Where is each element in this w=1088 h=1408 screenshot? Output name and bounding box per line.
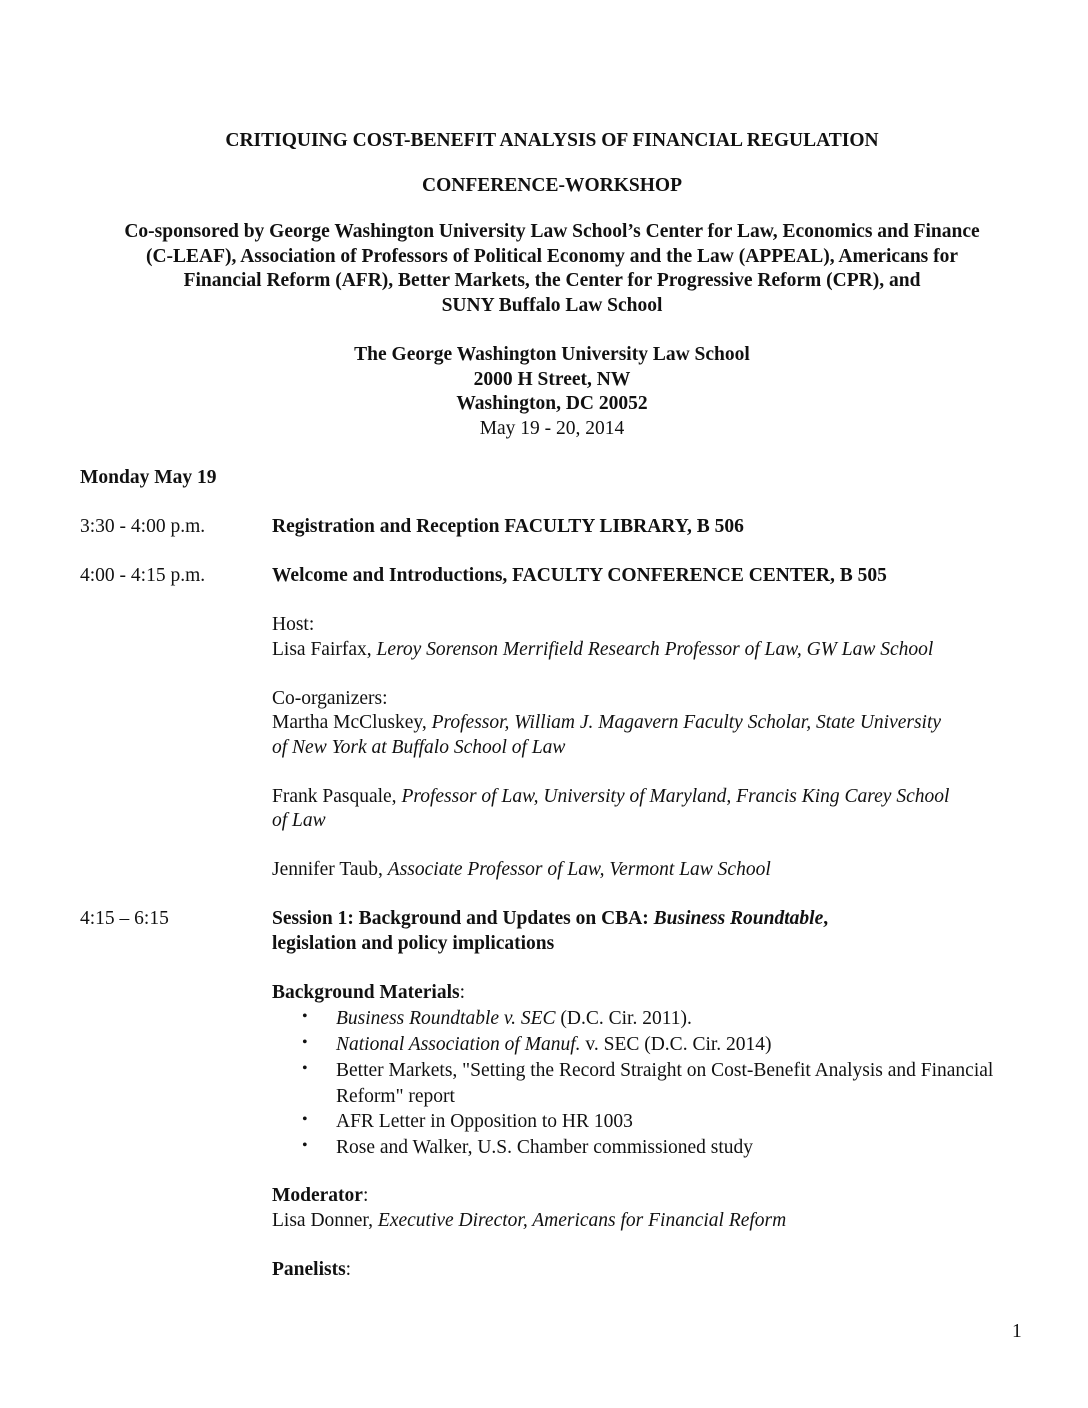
venue-line: The George Washington University Law School <box>354 344 750 365</box>
person-role: Associate Professor of Law, Vermont Law School <box>387 859 771 880</box>
time-slot: 3:30 - 4:00 p.m. <box>80 516 206 537</box>
sponsors-line: Financial Reform (AFR), Better Markets, the Center for Progressive Reform (CPR), and <box>183 270 921 291</box>
person-name: Jennifer Taub, <box>272 859 388 880</box>
person-role-continued: of Law <box>272 810 326 831</box>
session-title: Welcome and Introductions, FACULTY CONFERENCE CENTER, B 505 <box>272 565 887 586</box>
bullet-icon: • <box>302 1111 308 1128</box>
list-item <box>336 1135 1026 1161</box>
page-number: 1 <box>1012 1321 1022 1342</box>
list-item-text: (D.C. Cir. 2011). <box>555 1008 692 1029</box>
person-name: Lisa Donner, <box>272 1209 378 1231</box>
person-role: Professor of Law, University of Maryland, Francis King Carey School <box>401 785 950 807</box>
venue-line: 2000 H Street, NW <box>473 368 631 390</box>
document-title: CRITIQUING COST-BENEFIT ANALYSIS OF FINANCIAL REGULATION <box>225 130 879 151</box>
moderator-label: Moderator <box>272 1185 363 1206</box>
bullet-icon: • <box>302 1060 308 1077</box>
session-title: Registration and Reception FACULTY LIBRARY, B 506 <box>272 516 744 537</box>
person-role: Professor, William J. Magavern Faculty Scholar, State University <box>431 712 942 733</box>
session-title <box>272 907 828 932</box>
sponsors-line: SUNY Buffalo Law School <box>441 294 663 316</box>
host-entry <box>272 638 933 663</box>
day-heading: Monday May 19 <box>80 467 217 488</box>
list-item-text: Better Markets, "Setting the Record Straight on Cost-Benefit Analysis and Financial Reform" report <box>336 1060 994 1107</box>
person-role: Leroy Sorenson Merrifield Research Professor of Law, GW Law School <box>376 638 934 660</box>
bullet-icon: • <box>302 1008 308 1025</box>
coorganizers-label: Co-organizers: <box>272 687 388 709</box>
session-title-punct: , <box>823 908 829 929</box>
time-slot: 4:15 – 6:15 <box>80 908 169 929</box>
conference-dates: May 19 - 20, 2014 <box>479 417 625 439</box>
person-role-continued: of New York at Buffalo School of Law <box>272 736 566 758</box>
list-item-text: Rose and Walker, U.S. Chamber commissioned study <box>336 1137 754 1158</box>
moderator-colon: : <box>362 1185 369 1206</box>
list-item <box>336 1109 1026 1135</box>
person-name: Frank Pasquale, <box>272 785 402 807</box>
list-item <box>336 1058 1026 1110</box>
session-title-text: Session 1: Background and Updates on CBA: <box>272 908 654 929</box>
list-item-italic: National Association of Manuf. <box>336 1034 581 1055</box>
list-item-italic: Business Roundtable v. SEC <box>336 1008 556 1029</box>
moderator-entry <box>272 1209 786 1234</box>
list-item-text: AFR Letter in Opposition to HR 1003 <box>336 1111 633 1132</box>
person-name: Martha McCluskey, <box>272 712 432 733</box>
panelists-colon: : <box>345 1258 352 1280</box>
list-item <box>336 1006 1026 1032</box>
time-slot: 4:00 - 4:15 p.m. <box>80 565 206 586</box>
list-item-text: v. SEC (D.C. Cir. 2014) <box>580 1034 772 1055</box>
sponsors-line: (C-LEAF), Association of Professors of Political Economy and the Law (APPEAL), Americans for <box>145 245 959 267</box>
materials-heading <box>272 981 465 1006</box>
bullet-icon: • <box>302 1137 308 1154</box>
document-subtitle: CONFERENCE-WORKSHOP <box>421 175 682 196</box>
coorganizer-entry <box>272 711 941 736</box>
venue-line: Washington, DC 20052 <box>456 393 648 414</box>
coorganizer-entry <box>272 858 771 883</box>
materials-label: Background Materials <box>272 982 460 1003</box>
panelists-label: Panelists <box>272 1258 346 1280</box>
bullet-icon: • <box>302 1034 308 1051</box>
coorganizer-entry <box>272 785 949 810</box>
person-role: Executive Director, Americans for Financial Reform <box>377 1209 787 1231</box>
moderator-heading <box>272 1184 368 1209</box>
host-label: Host: <box>272 614 315 635</box>
panelists-heading <box>272 1258 351 1283</box>
sponsors-line: Co-sponsored by George Washington University Law School’s Center for Law, Economics and Finance <box>124 221 980 242</box>
person-name: Lisa Fairfax, <box>272 638 377 660</box>
materials-colon: : <box>459 982 466 1003</box>
list-item <box>336 1032 1026 1058</box>
session-title-italic: Business Roundtable <box>653 908 824 929</box>
session-title-continued: legislation and policy implications <box>272 932 555 954</box>
